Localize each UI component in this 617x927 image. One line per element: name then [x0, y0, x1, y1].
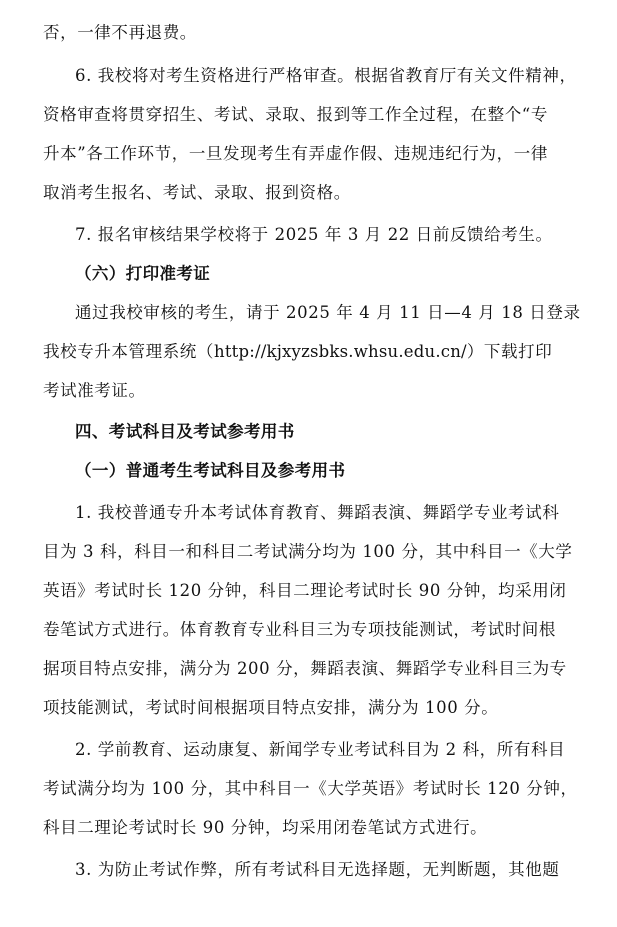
paragraph-line: 考试满分均为 100 分，其中科目一《大学英语》考试时长 120 分钟，: [43, 779, 578, 798]
paragraph-line: 6. 我校将对考生资格进行严格审查。根据省教育厅有关文件精神，: [75, 66, 577, 85]
section-heading: （一）普通考生考试科目及参考用书: [75, 461, 346, 480]
paragraph-line: 1. 我校普通专升本考试体育教育、舞蹈表演、舞蹈学专业考试科: [75, 503, 560, 522]
text-segment: 我校专升本管理系统（: [43, 342, 214, 361]
paragraph-line: 英语》考试时长 120 分钟，科目二理论考试时长 90 分钟，均采用闭: [43, 581, 567, 600]
text-segment: ）下载打印: [466, 342, 553, 361]
paragraph-line: [43, 341, 552, 363]
paragraph-line: 3. 为防止考试作弊，所有考试科目无选择题，无判断题，其他题: [75, 860, 560, 879]
paragraph-line: 资格审查将贯穿招生、考试、录取、报到等工作全过程，在整个“专: [43, 105, 548, 124]
system-url-link[interactable]: http://kjxyzsbks.whsu.edu.cn/: [214, 342, 467, 361]
paragraph-line: 取消考生报名、考试、录取、报到资格。: [43, 183, 351, 202]
paragraph-line: 目为 3 科，科目一和科目二考试满分均为 100 分，其中科目一《大学: [43, 542, 573, 561]
paragraph-line: 据项目特点安排，满分为 200 分，舞蹈表演、舞蹈学专业科目三为专: [43, 659, 567, 678]
chapter-heading: 四、考试科目及考试参考用书: [75, 422, 295, 441]
paragraph-line: 卷笔试方式进行。体育教育专业科目三为专项技能测试，考试时间根: [43, 620, 556, 639]
paragraph-line: 考试准考证。: [43, 381, 146, 400]
paragraph-line: 2. 学前教育、运动康复、新闻学专业考试科目为 2 科，所有科目: [75, 740, 566, 759]
paragraph-line: 否，一律不再退费。: [43, 23, 197, 42]
paragraph-line: 项技能测试，考试时间根据项目特点安排，满分为 100 分。: [43, 698, 499, 717]
paragraph-line: 科目二理论考试时长 90 分钟，均采用闭卷笔试方式进行。: [43, 818, 488, 837]
paragraph-line: 升本”各工作环节，一旦发现考生有弄虚作假、违规违纪行为，一律: [43, 144, 548, 163]
paragraph-line: 通过我校审核的考生，请于 2025 年 4 月 11 日—4 月 18 日登录: [75, 303, 581, 322]
section-heading: （六）打印准考证: [75, 264, 211, 283]
paragraph-line: 7. 报名审核结果学校将于 2025 年 3 月 22 日前反馈给考生。: [75, 225, 553, 244]
